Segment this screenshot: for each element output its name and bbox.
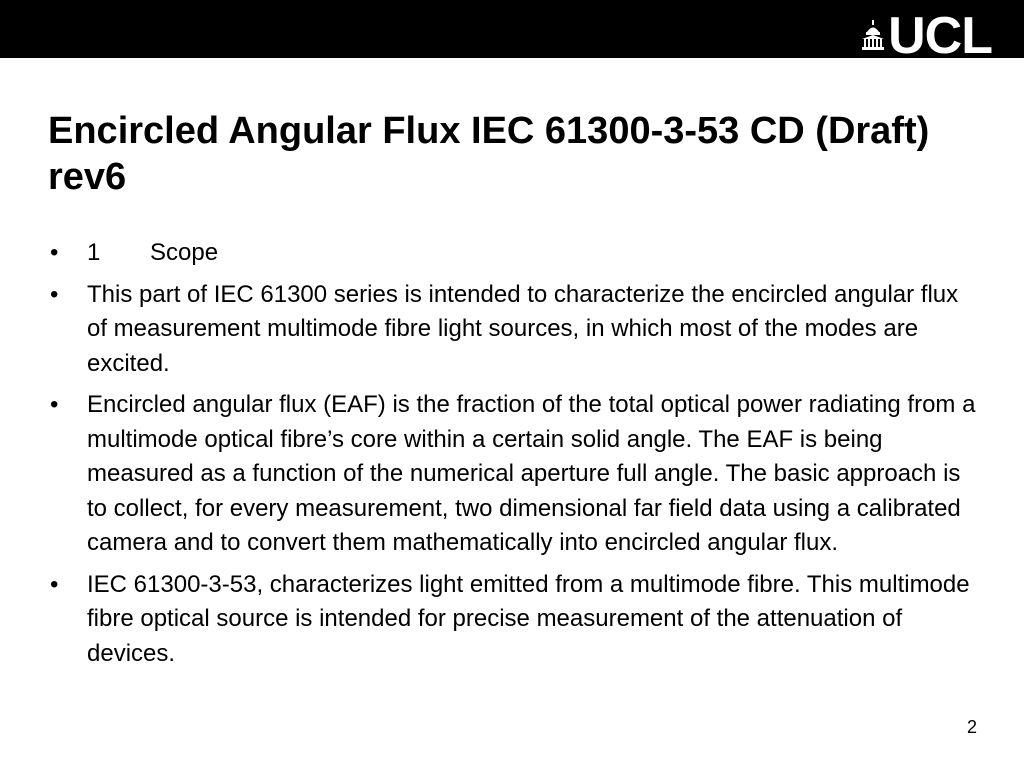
header-bar (0, 0, 1024, 65)
logo-text: UCL (888, 7, 992, 65)
bullet-text: Encircled angular flux (EAF) is the fraction of the total optical power radiating from a multimode optical fibre’s core within a certain solid angle. The EAF is being measured as a function of the numerical aperture full angle. The basic approach is to collect, for every measurement, two dimensional far field data using a calibrated camera and to convert them mathematically into encircled angular flux. (87, 391, 976, 556)
bullet-text: IEC 61300-3-53, characterizes light emitted from a multimode fibre. This multimode fibre optical source is intended for precise measurement of the attenuation of devices. (87, 570, 970, 667)
bullet-item (48, 568, 983, 672)
bullet-scope (48, 236, 983, 271)
bullet-glyph: • (50, 391, 59, 418)
slide-title: Encircled Angular Flux IEC 61300-3-53 CD (Draft) rev6 (48, 110, 930, 198)
section-number: 1 (87, 239, 101, 266)
bullet-glyph: • (50, 239, 59, 266)
page-number: 2 (966, 717, 977, 737)
bullet-glyph: • (50, 280, 59, 308)
bullet-list (48, 236, 983, 678)
bullet-text: This part of IEC 61300 series is intended to characterize the encircled angular flux of measurement multimode fibre light sources, in which most of the modes are excited. (87, 280, 959, 377)
ucl-portico-icon (862, 20, 884, 50)
bullet-item (48, 388, 983, 561)
bullet-item (48, 278, 983, 382)
ucl-logo (862, 7, 992, 65)
section-label: Scope (150, 239, 219, 266)
bullet-glyph: • (50, 570, 59, 598)
